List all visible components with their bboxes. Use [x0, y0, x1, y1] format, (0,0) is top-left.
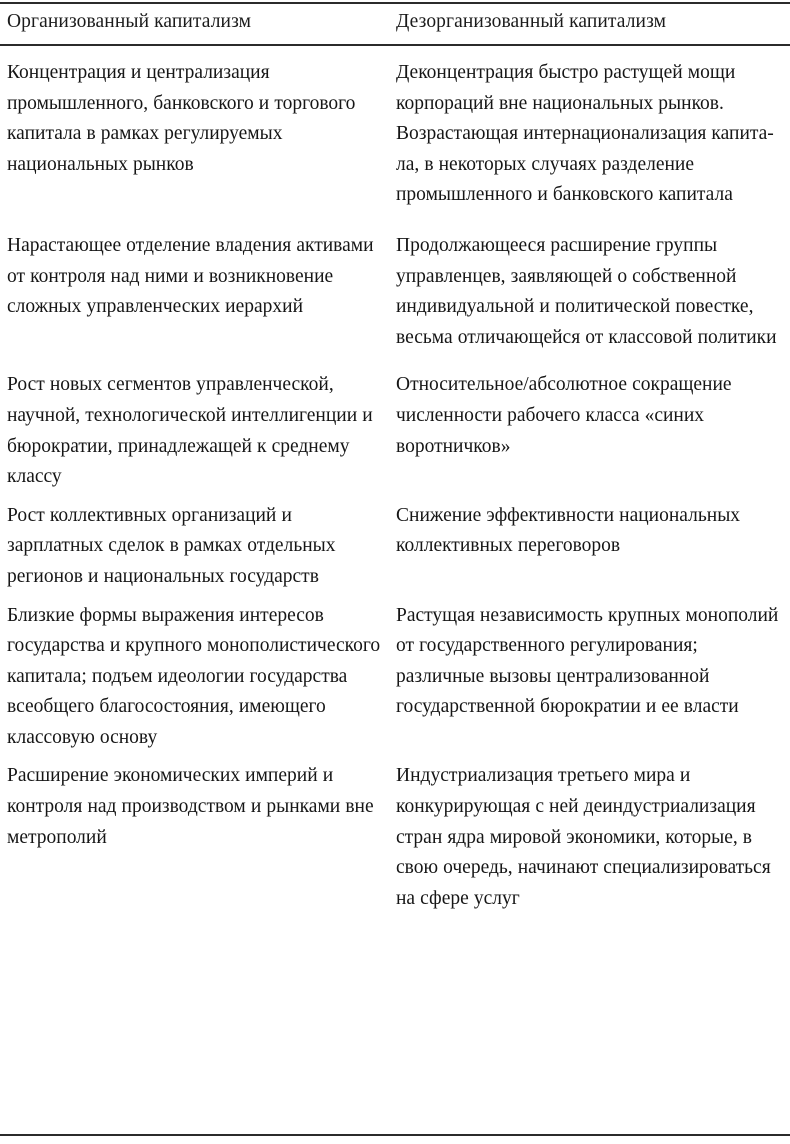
table-row	[0, 46, 790, 211]
table-cell-left: Рост коллективных организаций и зарплатных сделок в рамках отдельных регионов и национальных государств	[7, 504, 336, 587]
table-cell-left: Близкие формы выражения интересов государства и крупного монополистического капитала; подъем идеологии государства всеобщего благосостояния, имеющего классовую основу	[7, 604, 381, 748]
table-cell-right: Растущая независимость крупных монополий от государственного регулирования; различные вызовы централизованной государственной бюрократии и ее власти	[396, 604, 779, 718]
table-cell-left: Рост новых сегментов управленческой, научной, технологической интеллигенции и бюрократии, принадлежащей к среднему классу	[7, 374, 373, 488]
table-row	[0, 353, 790, 492]
table-cell-right: Снижение эффективности национальных коллективных переговоров	[396, 504, 741, 557]
table-body	[0, 46, 790, 914]
table-cell-right: Индустриализация третьего мира и конкурирующая с ней деиндустриализация стран ядра мировой экономики, которые, в свою очередь, начинают специализироваться на сфере услуг	[396, 765, 771, 909]
table-row	[0, 593, 790, 754]
table-row	[0, 211, 790, 353]
table-cell-left: Концентрация и централизация промышленного, банковского и торгового капитала в рамках регулируемых национальных рынков	[7, 62, 356, 175]
table-header-row	[0, 0, 790, 44]
table-row	[0, 753, 790, 914]
table-cell-right: Продолжающееся расширение группы управленцев, заявляющей о собственной индивидуальной и политической повестке, весьма отличающейся от классовой политики	[396, 234, 777, 348]
table-row	[0, 493, 790, 593]
table-cell-left: Нарастающее отделение владения активами от контроля над ними и возникновение сложных управленческих иерархий	[7, 234, 374, 318]
column-header-disorganized-capitalism: Дезорганизованный капитализм	[396, 11, 667, 32]
column-header-organized-capitalism: Организованный капитализм	[7, 11, 252, 32]
table-cell-left: Расширение экономических империй и контроля над производством и рынками вне метрополий	[7, 765, 374, 848]
table-bottom-rule	[0, 1134, 790, 1136]
table-cell-right: Деконцентрация быстро растущей мощи корпораций вне национальных рынков. Возрастающая интернационализация капитала, в некоторых случаях разделение промышленного и банковского капитала	[396, 62, 774, 206]
table-cell-right: Относительное/абсолютное сокращение численности рабочего класса «синих воротничков»	[396, 374, 732, 457]
